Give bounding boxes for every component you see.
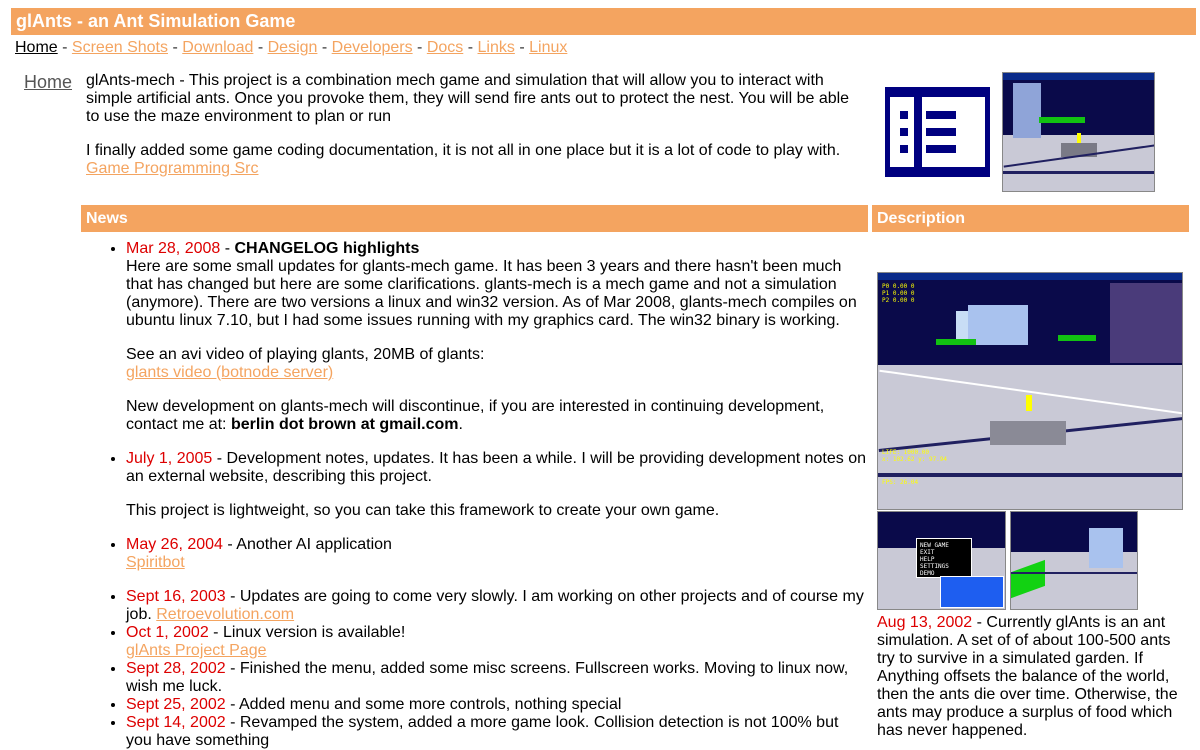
menu-item: EXIT [920,549,935,556]
nav-screen-shots[interactable]: Screen Shots [71,39,168,56]
spiritbot-link[interactable]: Spiritbot [126,554,185,571]
nav-home[interactable]: Home [15,39,58,56]
news-text: New development on glants-mech will discontinue, if you are interested in continuing development, contact me at: [126,398,825,433]
intro-text: I finally added some game coding documentation, it is not all in one place but it is a lot of code to play with. [86,142,841,159]
news-date: July 1, 2005 [126,450,213,467]
news-paragraph [126,398,866,434]
news-item [126,450,866,520]
menu-screenshot[interactable] [877,511,1006,610]
nav-separator: - [467,39,474,56]
news-separator: - [220,240,235,257]
news-item [126,588,866,624]
side-home-link[interactable]: Home [24,72,73,92]
hud-line: P1 0.00 0 [882,290,915,297]
news-date: Sept 14, 2002 [126,714,226,731]
side-home [24,73,72,91]
game-programming-src-link[interactable]: Game Programming Src [86,160,259,177]
description-main-screenshot[interactable] [877,272,1183,510]
news-text: - Updates are going to come very slowly. I am working on other projects and of course my job. [126,588,864,623]
news-header-label: News [86,210,128,227]
contact-email: berlin dot brown at gmail.com [230,416,459,433]
nav-docs[interactable]: Docs [426,39,464,56]
news-item [126,714,866,750]
news-date: Oct 1, 2002 [126,624,209,641]
description-text [877,614,1182,740]
green-screenshot[interactable] [1010,511,1138,610]
intro-section [86,72,866,194]
nav-separator: - [257,39,264,56]
news-text: - Linux version is available! [208,624,406,641]
news-text: This project is lightweight, so you can take this framework to create your own game. [126,502,720,519]
news-item [126,696,866,714]
hud-line: LIFE: 1000.00 [882,449,929,456]
description-header-label: Description [877,210,966,227]
nav-developers[interactable]: Developers [331,39,413,56]
intro-paragraph-2 [86,142,866,178]
news-list [86,240,866,750]
site-title-bar [11,8,1196,35]
description-body: - Currently glAnts is an ant simulation. A set of of about 100-500 ants try to survive in a simulated garden. If Anything offsets the balance of the world, then the ants die over time. Otherwise, the ants may produce a surplus of food which has never happened. [877,614,1178,739]
description-header [872,205,1189,232]
hud-line: P0 0.00 0 [882,283,915,290]
menu-item: DEMO [920,570,935,577]
news-item [126,624,866,660]
news-item [126,240,866,434]
news-paragraph [126,346,866,382]
nav-separator: - [519,39,525,56]
news-text: See an avi video of playing glants, 20MB of glants: [126,346,485,363]
nav-linux[interactable]: Linux [529,39,568,56]
menu-item: HELP [920,556,935,563]
header-screenshot[interactable] [1002,72,1155,192]
news-text: - Revamped the system, added a more game look. Collision detection is not 100% but you have something [126,714,839,749]
nav-separator: - [417,39,423,56]
news-date: Mar 28, 2008 [126,240,221,257]
retroevolution-link[interactable]: Retroevolution.com [156,606,295,623]
nav-separator: - [172,39,178,56]
game-menu [916,538,972,578]
description-date: Aug 13, 2002 [877,614,973,631]
news-item [126,660,866,696]
hud-bottom [882,449,947,486]
news-text: Here are some small updates for glants-mech game. It has been 3 years and there hasn't been much that has changed but here are some clarifications. glants-mech is a mech game and not a simulation (anymore). There are two versions a linux and win32 version. As of Mar 2008, glants-mech compiles on ubuntu linux 7.10, but I had some issues running with my graphics card. The win32 binary is working. [126,258,857,329]
news-text: - Finished the menu, added some misc screens. Fullscreen works. Moving to linux now, wish me luck. [126,660,849,695]
news-date: Sept 28, 2002 [126,660,226,677]
site-title: glAnts - an Ant Simulation Game [16,11,296,31]
nav-links[interactable]: Links [477,39,515,56]
news-text: - Another AI application [222,536,392,553]
news-date: May 26, 2004 [126,536,223,553]
nav-design[interactable]: Design [267,39,318,56]
glants-video-link[interactable]: glants video (botnode server) [126,364,334,381]
top-nav [15,39,567,57]
glants-project-page-link[interactable]: glAnts Project Page [126,642,267,659]
news-title: CHANGELOG highlights [234,240,420,257]
nav-download[interactable]: Download [182,39,254,56]
news-item [126,536,866,572]
glants-logo [885,87,990,177]
period: . [458,416,463,433]
news-text: - Development notes, updates. It has been a while. I will be providing development notes on an external website, describing this project. [126,450,867,485]
hud-line: P2 0.00 0 [882,297,915,304]
window-caption [1003,73,1154,80]
menu-item: NEW GAME [920,542,949,549]
hud-line: x: 102.62 y: 97.94 [882,456,948,463]
intro-paragraph: glAnts-mech - This project is a combination mech game and simulation that will allow you to interact with simple artificial ants. Once you provoke them, they will send fire ants out to protect the nest. You will be able to use the maze environment to plan or run [86,72,850,125]
menu-item: SETTINGS [920,563,949,570]
nav-separator: - [62,39,68,56]
list-icon [890,97,985,167]
nav-separator: - [321,39,328,56]
news-date: Sept 25, 2002 [126,696,226,713]
hud-top [882,283,915,304]
news-header [81,205,868,232]
hud-line: FPS: 26.04 [882,479,919,486]
window-caption [878,273,1182,280]
news-date: Sept 16, 2003 [126,588,226,605]
news-text: - Added menu and some more controls, nothing special [225,696,622,713]
